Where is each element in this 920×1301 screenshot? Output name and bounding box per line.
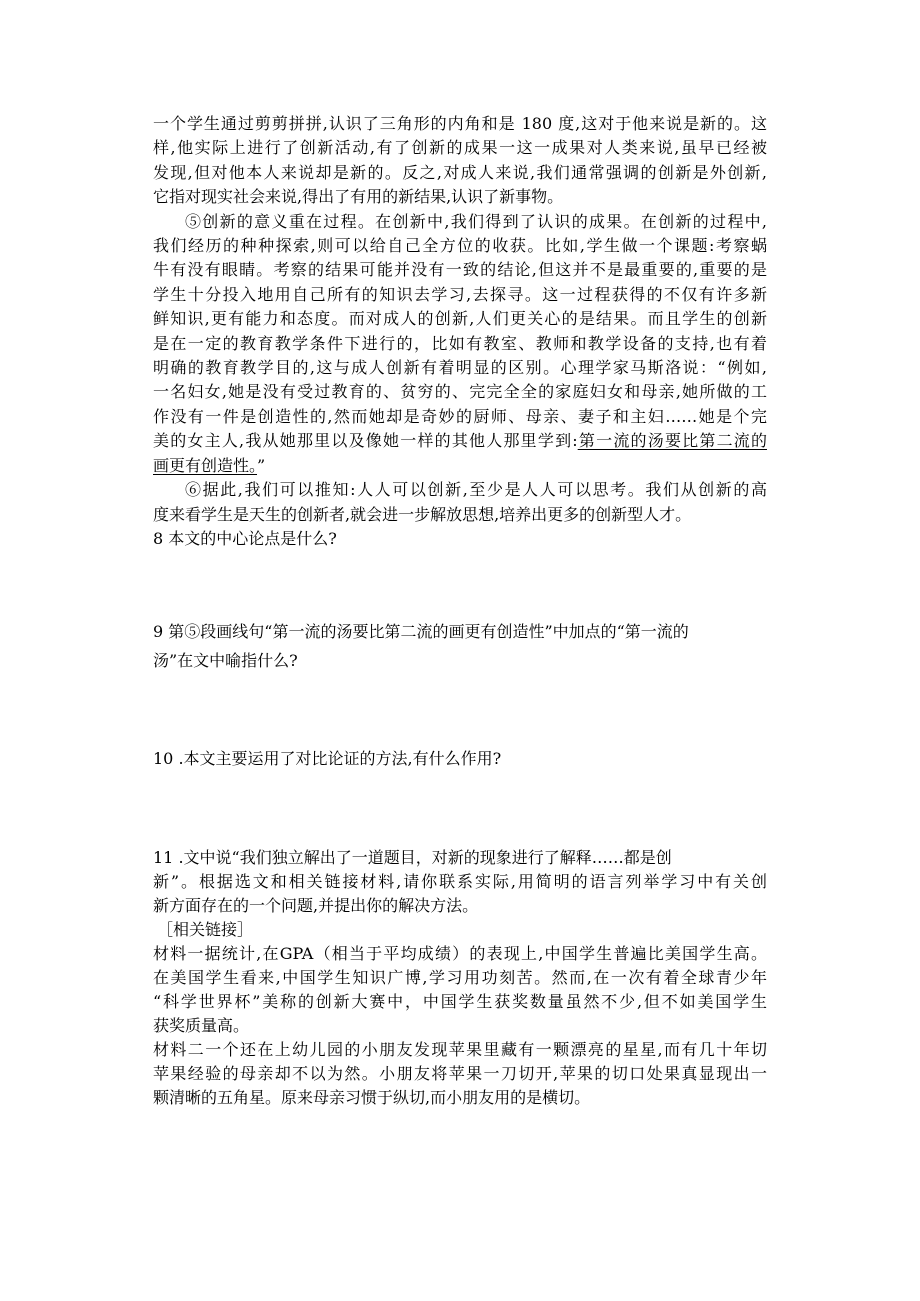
material-line: 苹果经验的母亲却不以为然。小朋友将苹果一刀切开,苹果的切口处果真显现出一 [153, 1064, 767, 1083]
underlined-sentence: 画更有创造性。 [153, 455, 258, 475]
passage-line-with-underline [153, 454, 767, 478]
passage-line-with-underline [153, 429, 767, 453]
plain-text: 美的女主人,我从她那里以及像她一样的其他人那里学到: [153, 431, 578, 451]
passage-line: 我们经历的种种探索,则可以给自己全方位的收获。比如,学生做一个课题:考察蜗 [153, 236, 767, 256]
underlined-sentence: 第一流的汤要比第二流的 [577, 431, 767, 451]
question-line: 新”。根据选文和相关链接材料,请你联系实际,用简明的语言列举学习中有关创 [153, 872, 767, 891]
material-1 [153, 942, 767, 1038]
passage-line: 鲜知识,更有能力和态度。而对成人的创新,人们更关心的是结果。而且学生的创新 [153, 309, 767, 329]
material-line: 材料二一个还在上幼儿园的小朋友发现苹果里藏有一颗漂亮的星星,而有几十年切 [153, 1040, 767, 1059]
question-9 [153, 617, 767, 675]
passage-line: 明确的教育教学目的,这与成人创新有着明显的区别。心理学家马斯洛说：“例如, [153, 358, 767, 378]
material-line: “科学世界杯”美称的创新大赛中，中国学生获奖数量虽然不少,但不如美国学生 [153, 992, 767, 1011]
material-line: 获奖质量高。 [153, 1016, 250, 1035]
passage-line: 一个学生通过剪剪拼拼,认识了三角形的内角和是 180 度,这对于他来说是新的。这 [153, 114, 767, 133]
material-line: 材料一据统计,在GPA（相当于平均成绩）的表现上,中国学生普遍比美国学生高。 [153, 944, 767, 963]
question-11 [153, 846, 767, 1110]
question-line: 11 .文中说“我们独立解出了一道题目，对新的现象进行了解释……都是创 [153, 848, 672, 867]
related-links-heading: ［相关链接］ [157, 920, 254, 939]
passage [153, 112, 767, 551]
passage-line: 牛有没有眼睛。考察的结果可能并没有一致的结论,但这并不是最重要的,重要的是 [153, 260, 767, 280]
passage-line: 是在一定的教育教学条件下进行的，比如有教室、教师和教学设备的支持,也有着 [153, 333, 767, 353]
passage-line: ⑤创新的意义重在过程。在创新中,我们得到了认识的成果。在创新的过程中, [185, 211, 767, 231]
passage-line: 学生十分投入地用自己所有的知识去学习,去探寻。这一过程获得的不仅有许多新 [153, 284, 767, 304]
paragraph-continued [153, 112, 767, 210]
passage-line: ⑥据此,我们可以推知:人人可以创新,至少是人人可以思考。我们从创新的高 [185, 480, 767, 500]
paragraph-5 [153, 210, 767, 478]
question-10 [153, 747, 767, 771]
question-line: 9 第⑤段画线句“第一流的汤要比第二流的画更有创造性”中加点的“第一流的 [153, 622, 689, 641]
material-2 [153, 1038, 767, 1110]
passage-line: 发现,但对他本人来说却是新的。反之,对成人来说,我们通常强调的创新是外创新, [153, 162, 767, 182]
material-line: 颗清晰的五角星。原来母亲习惯于纵切,而小朋友用的是横切。 [153, 1088, 591, 1107]
passage-line: 样,他实际上进行了创新活动,有了创新的成果一这一成果对人类来说,虽早已经被 [153, 138, 767, 158]
question-line: 10 .本文主要运用了对比论证的方法,有什么作用? [153, 749, 502, 768]
passage-line: 作没有一件是创造性的,然而她却是奇妙的厨师、母亲、妻子和主妇……她是个完 [153, 406, 767, 426]
paragraph-6 [153, 478, 767, 527]
question-8: 8 本文的中心论点是什么? [153, 528, 337, 548]
passage-line: 度来看学生是天生的创新者,就会进一步解放思想,培养出更多的创新型人才。 [153, 504, 692, 524]
passage-line: 它指对现实社会来说,得出了有用的新结果,认识了新事物。 [153, 187, 564, 207]
question-line: 新方面存在的一个问题,并提出你的解决方法。 [153, 896, 479, 915]
passage-line: 一名妇女,她是没有受过教育的、贫穷的、完完全全的家庭妇女和母亲,她所做的工 [153, 382, 767, 402]
question-line: 汤”在文中喻指什么? [153, 651, 298, 670]
closing-quote: ” [257, 455, 266, 475]
material-line: 在美国学生看来,中国学生知识广博,学习用功刻苦。然而,在一次有着全球青少年 [153, 968, 767, 987]
